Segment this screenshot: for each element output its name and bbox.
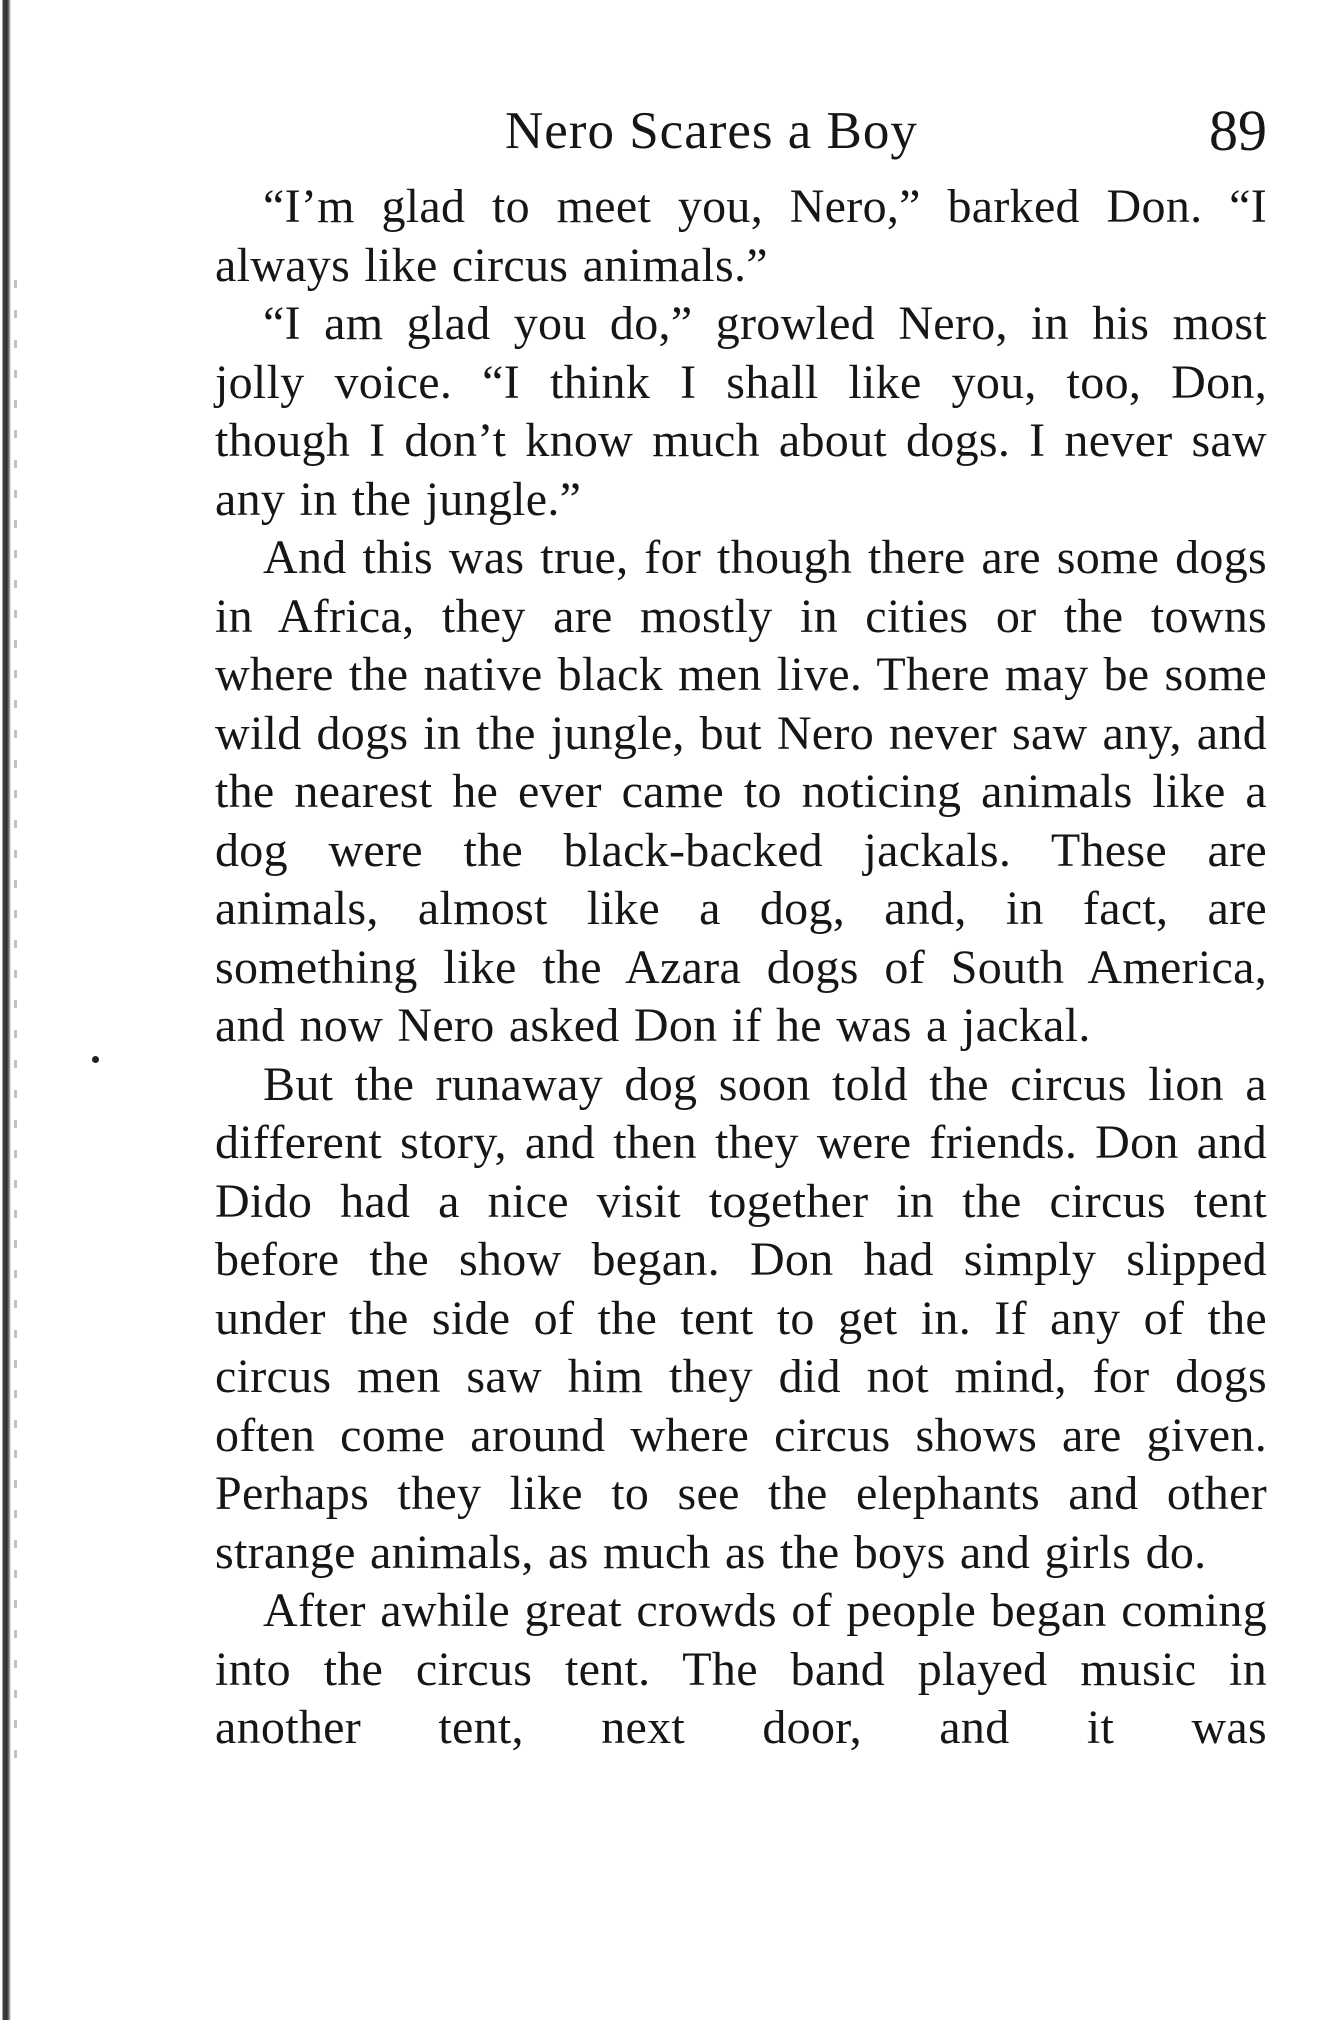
page-binding-edge xyxy=(0,0,12,2020)
paragraph: “I am glad you do,” growled Nero, in his most jolly voice. “I think I shall like you, too, Don, though I don’t know much about dogs. I never saw any in the jungle.” xyxy=(215,297,1267,526)
page-number: 89 xyxy=(1209,98,1267,163)
paragraph: And this was true, for though there are some dogs in Africa, they are mostly in cities or the towns where the native black men live. There may be some wild dogs in the jungle, but Nero never saw any, and the nearest he ever came to noticing animals like a dog were the black-backed jackals. These are animals, almost like a dog, and, in fact, are something like the Azara dogs of South America, and now Nero asked Don if he was a jackal. xyxy=(215,531,1267,1052)
running-title: Nero Scares a Boy xyxy=(505,102,918,160)
running-head xyxy=(215,92,1267,170)
ink-speck xyxy=(92,1056,99,1063)
paragraph: But the runaway dog soon told the circus lion a different story, and then they were friends. Don and Dido had a nice visit together in the circus tent before the show began. Don had simply slipped under the side of the tent to get in. If any of the circus men saw him they did not mind, for dogs often come around where circus shows are given. Perhaps they like to see the elephants and other strange animals, as much as the boys and girls do. xyxy=(215,1057,1267,1579)
page-binding-shadow xyxy=(14,280,17,1780)
paragraph: After awhile great crowds of people began coming into the circus tent. The band played music in another tent, next door, and it was xyxy=(215,1584,1267,1754)
body-text xyxy=(215,178,1267,1758)
book-page xyxy=(215,92,1267,1758)
paragraph: “I’m glad to meet you, Nero,” barked Don. “I always like circus animals.” xyxy=(215,180,1267,292)
